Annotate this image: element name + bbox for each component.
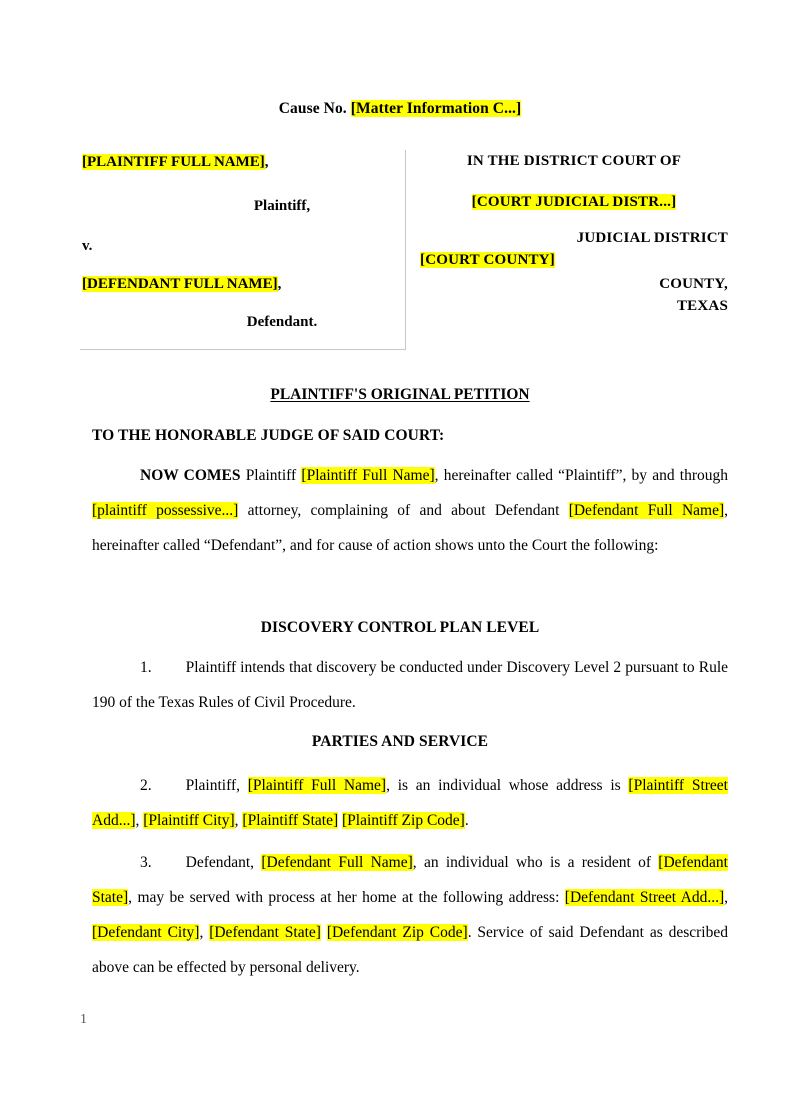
caption-defendant-row bbox=[82, 276, 398, 293]
opening-text-2: , hereinafter called “Plaintiff”, by and through bbox=[434, 467, 728, 484]
paragraph-one-number: 1. bbox=[140, 659, 152, 676]
defendant-state-field[interactable]: [Defendant State] bbox=[209, 924, 321, 941]
caption-plaintiff-role: Plaintiff, bbox=[253, 198, 311, 214]
paragraph-two-text-1: Plaintiff, bbox=[185, 777, 248, 794]
page-number: 1 bbox=[80, 1012, 87, 1027]
caption-versus: v. bbox=[82, 238, 93, 254]
caption-plaintiff-name[interactable]: [PLAINTIFF FULL NAME] bbox=[82, 154, 265, 170]
plaintiff-sep-1: , bbox=[135, 812, 144, 829]
paragraph-two bbox=[92, 768, 728, 838]
plaintiff-street-field[interactable]: [Plaintiff Street Add...] bbox=[92, 777, 728, 829]
paragraph-one-body: Plaintiff intends that discovery be conducted under Discovery Level 2 pursuant to Rule 190 of the Texas Rules of Civil Procedure. bbox=[92, 659, 728, 711]
caption-left-cell bbox=[80, 150, 406, 350]
cause-number-field[interactable]: [Matter Information C...] bbox=[350, 100, 522, 117]
opening-text-1: Plaintiff bbox=[240, 467, 302, 484]
paragraph-three-text-2: , an individual who is a resident of bbox=[412, 854, 659, 871]
plaintiff-name-field-2[interactable]: [Plaintiff Full Name] bbox=[247, 777, 387, 794]
court-line-5: COUNTY, bbox=[659, 276, 728, 292]
heading-discovery-control-plan: DISCOVERY CONTROL PLAN LEVEL bbox=[260, 619, 540, 636]
court-line-2-wrap bbox=[420, 195, 728, 210]
paragraph-three-text-1: Defendant, bbox=[185, 854, 262, 871]
cause-number-label: Cause No. bbox=[278, 100, 347, 117]
paragraph-three bbox=[92, 845, 728, 985]
caption-plaintiff-comma: , bbox=[264, 154, 269, 170]
plaintiff-name-field-1[interactable]: [Plaintiff Full Name] bbox=[301, 467, 435, 484]
court-judicial-district-field[interactable]: [COURT JUDICIAL DISTR...] bbox=[471, 194, 677, 210]
defendant-sep-3 bbox=[321, 924, 327, 941]
salutation: TO THE HONORABLE JUDGE OF SAID COURT: bbox=[92, 427, 445, 444]
caption-block bbox=[80, 150, 728, 350]
opening-paragraph bbox=[92, 458, 728, 563]
paragraph-two-number: 2. bbox=[140, 777, 152, 794]
plaintiff-sep-2: , bbox=[234, 812, 243, 829]
paragraph-three-text-3: , may be served with process at her home at the following address: bbox=[128, 889, 565, 906]
caption-defendant-role: Defendant. bbox=[246, 314, 318, 330]
opening-text-4: , hereinafter called “Defendant”, and for cause of action shows unto the Court the following: bbox=[92, 502, 729, 554]
caption-defendant-name[interactable]: [DEFENDANT FULL NAME] bbox=[82, 276, 278, 292]
opening-text-3: attorney, complaining of and about Defendant bbox=[238, 502, 569, 519]
defendant-sep-2: , bbox=[199, 924, 210, 941]
paragraph-three-number: 3. bbox=[140, 854, 152, 871]
paragraph-two-text-3: . bbox=[464, 812, 469, 829]
paragraph-two-text-2: , is an individual whose address is bbox=[386, 777, 629, 794]
defendant-zip-field[interactable]: [Defendant Zip Code] bbox=[326, 924, 468, 941]
now-comes-lead: NOW COMES bbox=[140, 467, 241, 484]
court-line-6: TEXAS bbox=[676, 298, 728, 314]
plaintiff-zip-field[interactable]: [Plaintiff Zip Code] bbox=[342, 812, 465, 829]
heading-parties-and-service: PARTIES AND SERVICE bbox=[311, 733, 489, 750]
cause-number-line bbox=[92, 100, 708, 118]
defendant-street-field[interactable]: [Defendant Street Add...] bbox=[564, 889, 725, 906]
court-line-4-wrap bbox=[420, 253, 728, 268]
defendant-sep-1: , bbox=[724, 889, 728, 906]
court-line-1: IN THE DISTRICT COURT OF bbox=[466, 153, 682, 169]
defendant-name-field-2[interactable]: [Defendant Full Name] bbox=[261, 854, 413, 871]
plaintiff-possessive-field[interactable]: [plaintiff possessive...] bbox=[92, 502, 239, 519]
plaintiff-city-field[interactable]: [Plaintiff City] bbox=[143, 812, 235, 829]
court-county-field[interactable]: [COURT COUNTY] bbox=[420, 252, 555, 268]
defendant-city-field[interactable]: [Defendant City] bbox=[92, 924, 200, 941]
page-title-text: PLAINTIFF'S ORIGINAL PETITION bbox=[270, 386, 530, 403]
plaintiff-state-field[interactable]: [Plaintiff State] bbox=[242, 812, 339, 829]
page-title bbox=[92, 386, 708, 404]
defendant-name-field-1[interactable]: [Defendant Full Name] bbox=[568, 502, 725, 519]
court-line-3: JUDICIAL DISTRICT bbox=[576, 230, 728, 246]
caption-defendant-comma: , bbox=[277, 276, 282, 292]
defendant-residence-state-field[interactable]: [Defendant State] bbox=[92, 854, 728, 906]
paragraph-three-text-4: . Service of said Defendant as described above can be effected by personal delivery. bbox=[92, 924, 728, 976]
caption-plaintiff-row bbox=[82, 154, 398, 171]
paragraph-one bbox=[92, 650, 728, 720]
